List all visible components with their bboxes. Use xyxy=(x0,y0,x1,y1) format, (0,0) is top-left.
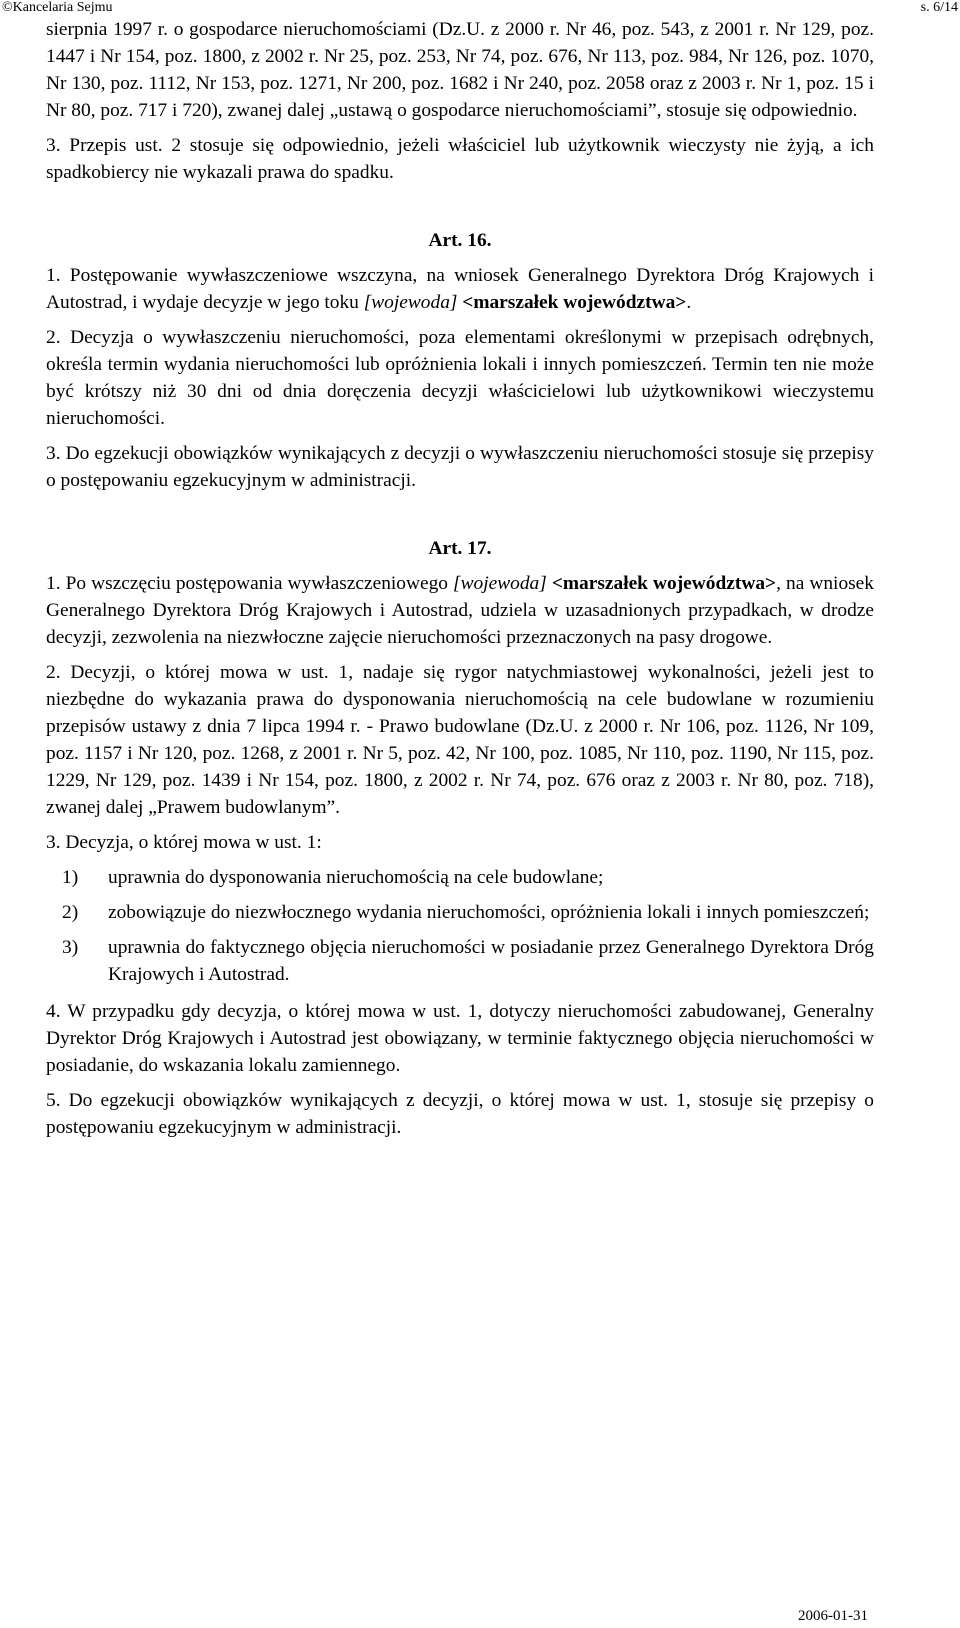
article-17-paragraph-2: 2. Decyzji, o której mowa w ust. 1, nadaje się rygor natychmiastowej wykonalności, jeżeli jest to niezbędne do wykazania prawa do dysponowania nieruchomością na cele budowlane w rozumieniu przepisów ustawy z dnia 7 lipca 1994 r. - Prawo budowlane (Dz.U. z 2000 r. Nr 106, poz. 1126, Nr 109, poz. 1157 i Nr 120, poz. 1268, z 2001 r. Nr 5, poz. 42, Nr 100, poz. 1085, Nr 110, poz. 1190, Nr 115, poz. 1229, Nr 129, poz. 1439 i Nr 154, poz. 1800, z 2002 r. Nr 74, poz. 676 oraz z 2003 r. Nr 80, poz. 718), zwanej dalej „Prawem budowlanym”. xyxy=(46,662,874,818)
page-number: s. 6/14 xyxy=(920,0,958,15)
document-body xyxy=(46,16,874,1149)
article-17-title: Art. 17. xyxy=(428,538,492,559)
list-item-number: 3) xyxy=(62,937,79,958)
art16-p1-end: . xyxy=(686,292,692,313)
list-item xyxy=(62,864,874,891)
article-17-paragraph-3: 3. Decyzja, o której mowa w ust. 1: xyxy=(46,832,322,853)
article-17-paragraph-4: 4. W przypadku gdy decyzja, o której mowa w ust. 1, dotyczy nieruchomości zabudowanej, Generalny Dyrektor Dróg Krajowych i Autostrad jest obowiązany, w terminie faktycznego objęcia nieruchomości w posiadanie, do wskazania lokalu zamiennego. xyxy=(46,1001,874,1076)
footer-date: 2006-01-31 xyxy=(798,1608,868,1624)
list-item-text: zobowiązuje do niezwłocznego wydania nieruchomości, opróżnienia lokali i innych pomieszczeń; xyxy=(108,902,870,923)
art17-p1-inserted-text: <marszałek województwa> xyxy=(546,573,777,594)
intro-paragraph-1: sierpnia 1997 r. o gospodarce nieruchomościami (Dz.U. z 2000 r. Nr 46, poz. 543, z 2001 r. Nr 129, poz. 1447 i Nr 154, poz. 1800, z 2002 r. Nr 25, poz. 253, Nr 74, poz. 676, Nr 113, poz. 984, Nr 126, poz. 1070, Nr 130, poz. 1112, Nr 153, poz. 1271, Nr 200, poz. 1682 i Nr 240, poz. 2058 oraz z 2003 r. Nr 1, poz. 15 i Nr 80, poz. 717 i 720), zwanej dalej „ustawą o gospodarce nieruchomościami”, stosuje się odpowiednio. xyxy=(46,19,874,121)
list-item-text: uprawnia do dysponowania nieruchomością na cele budowlane; xyxy=(108,867,604,888)
article-17-paragraph-5: 5. Do egzekucji obowiązków wynikających z decyzji, o której mowa w ust. 1, stosuje się przepisy o postępowaniu egzekucyjnym w administracji. xyxy=(46,1090,874,1138)
art17-p1-rest: , na wniosek Generalnego Dyrektora Dróg Krajowych i Autostrad, udziela w uzasadnionych przypadkach, w drodze decyzji, zezwolenia na niezwłoczne zajęcie nieruchomości przeznaczonych na pasy drogowe. xyxy=(46,573,874,648)
header-copyright: ©Kancelaria Sejmu xyxy=(2,0,113,15)
art17-p1-deleted-text: [wojewoda] xyxy=(453,573,547,594)
list-item-text: uprawnia do faktycznego objęcia nieruchomości w posiadanie przez Generalnego Dyrektora Dróg Krajowych i Autostrad. xyxy=(108,937,874,985)
list-item xyxy=(62,899,874,926)
art17-p1-text: 1. Po wszczęciu postępowania wywłaszczeniowego xyxy=(46,573,454,594)
list-item-number: 2) xyxy=(62,902,79,923)
art16-p1-text: 1. Postępowanie wywłaszczeniowe wszczyna, na wniosek Generalnego Dyrektora Dróg Krajowych i Autostrad, i wydaje decyzje w jego toku xyxy=(46,265,874,313)
article-16-title: Art. 16. xyxy=(428,230,492,251)
art16-p1-inserted-text: <marszałek województwa> xyxy=(457,292,687,313)
intro-paragraph-2: 3. Przepis ust. 2 stosuje się odpowiednio, jeżeli właściciel lub użytkownik wieczysty nie żyją, a ich spadkobiercy nie wykazali prawa do spadku. xyxy=(46,135,874,183)
art16-p1-deleted-text: [wojewoda] xyxy=(363,292,458,313)
list-item-number: 1) xyxy=(62,867,79,888)
article-17-paragraph-1 xyxy=(46,570,874,651)
article-16-paragraph-3: 3. Do egzekucji obowiązków wynikających z decyzji o wywłaszczeniu nieruchomości stosuje się przepisy o postępowaniu egzekucyjnym w administracji. xyxy=(46,443,874,491)
article-16-paragraph-2: 2. Decyzja o wywłaszczeniu nieruchomości, poza elementami określonymi w przepisach odrębnych, określa termin wydania nieruchomości lub opróżnienia lokali i innych pomieszczeń. Termin ten nie może być krótszy niż 30 dni od dnia doręczenia decyzji właścicielowi lub użytkownikowi wieczystemu nieruchomości. xyxy=(46,327,874,429)
list-item xyxy=(62,934,874,988)
article-16-paragraph-1 xyxy=(46,262,874,316)
article-17-list xyxy=(46,864,874,988)
